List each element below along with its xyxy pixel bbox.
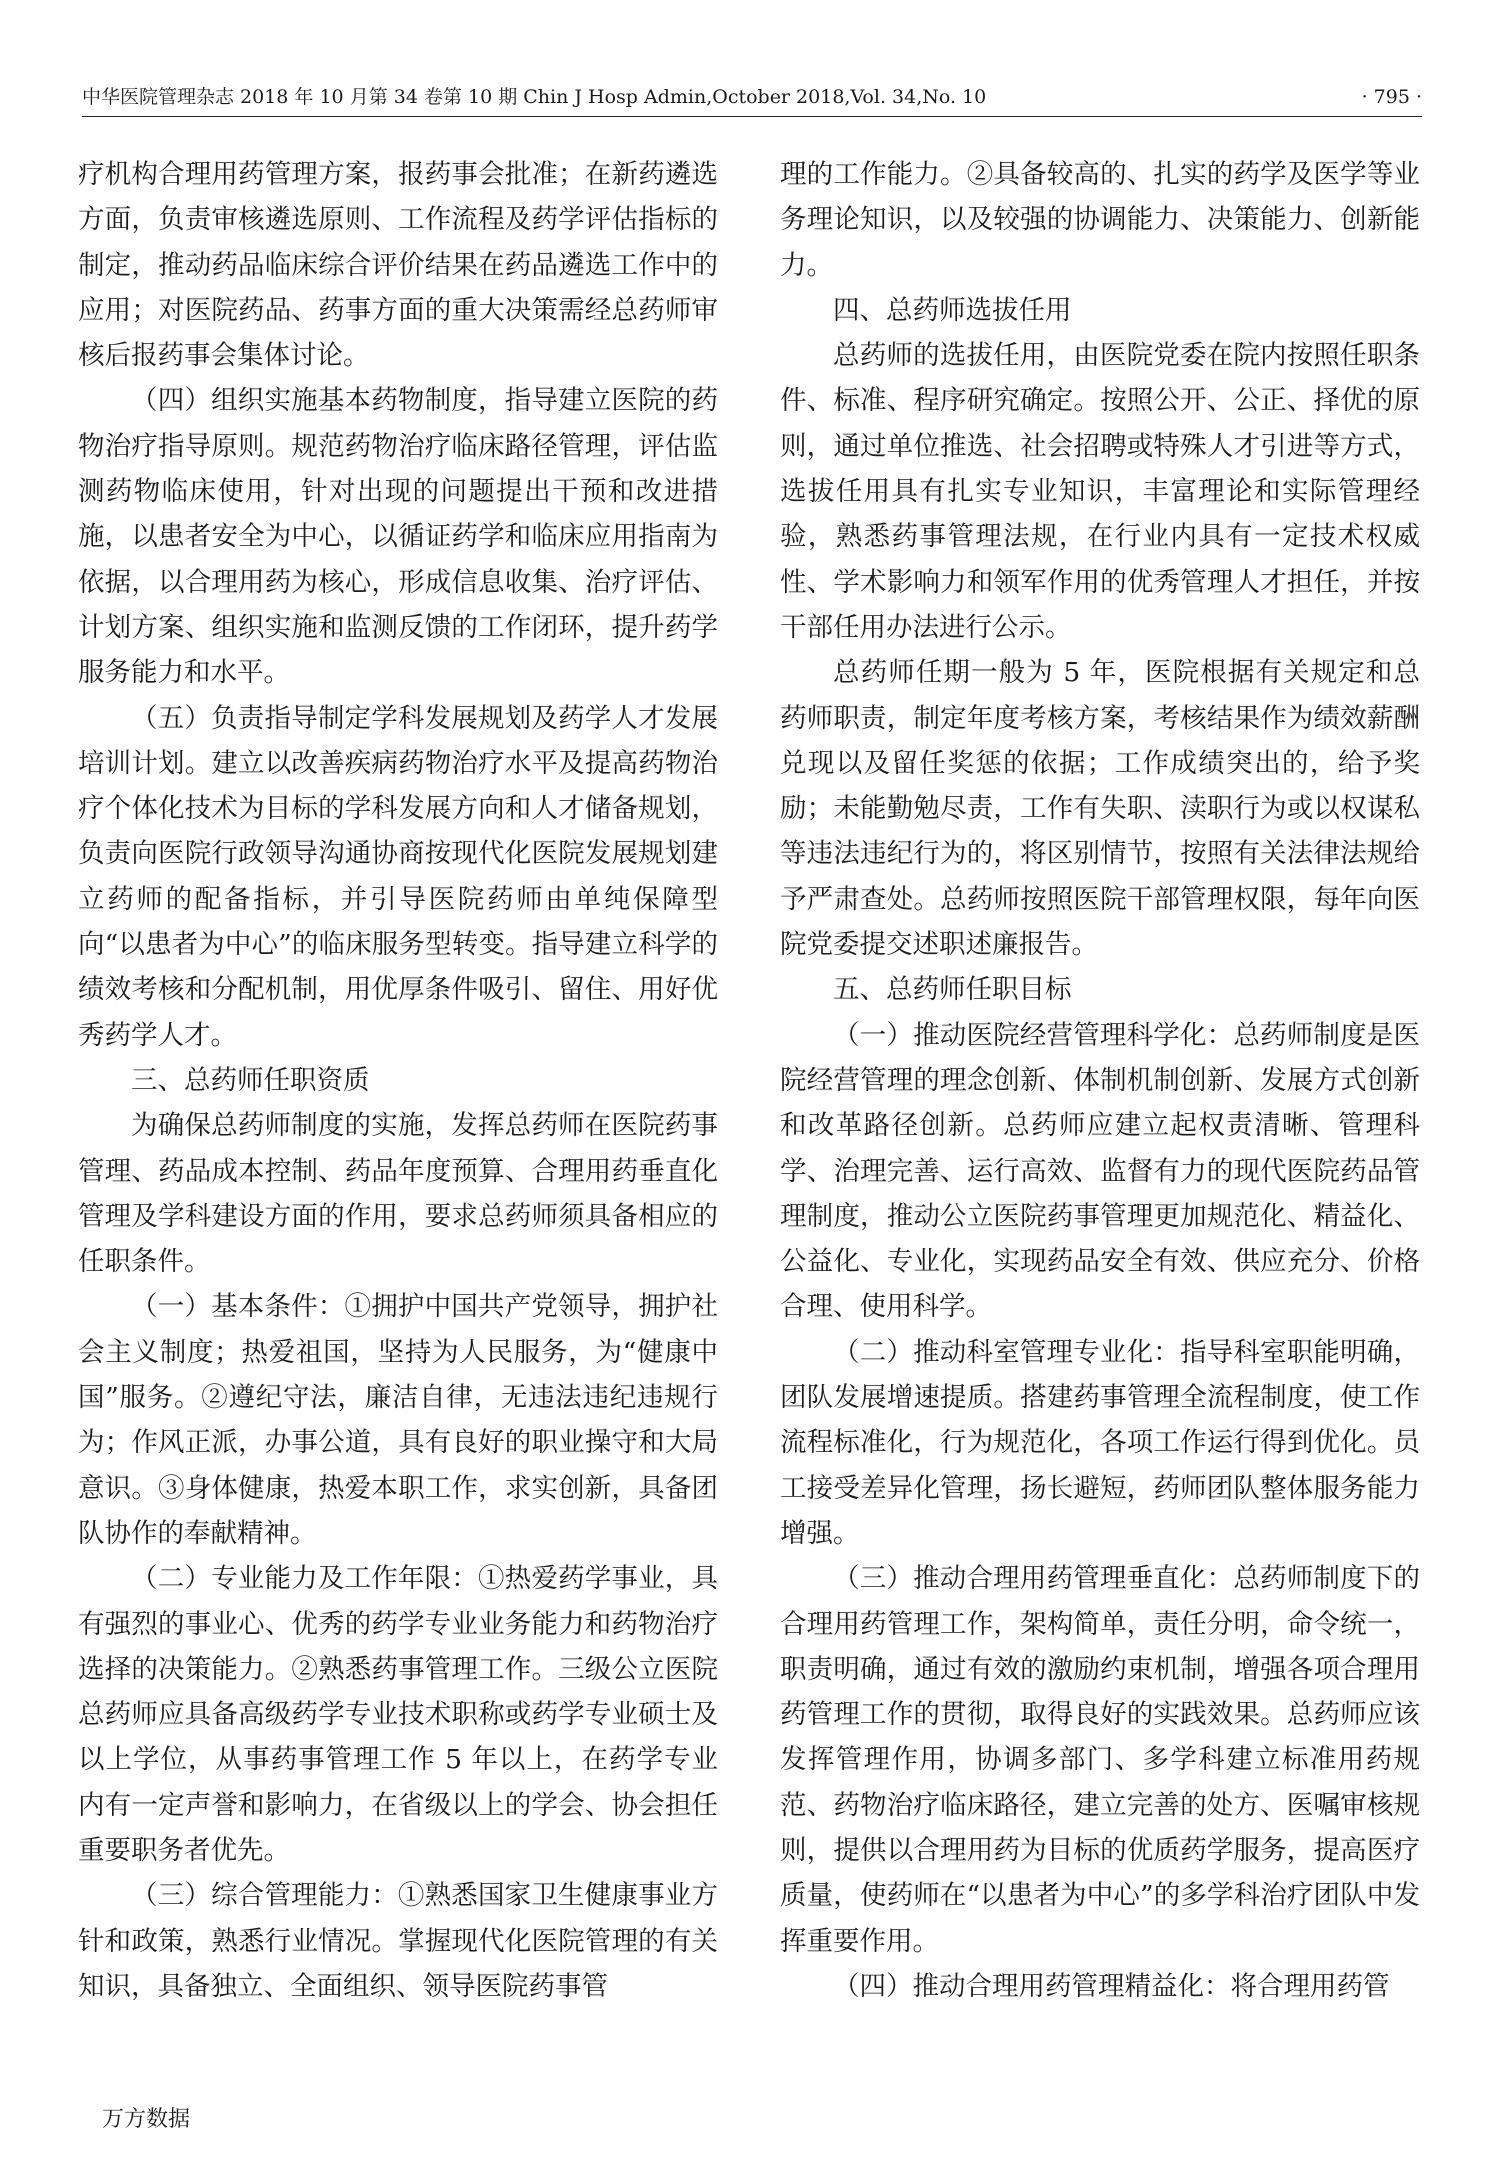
paragraph: （四）推动合理用药管理精益化：将合理用药管 (833, 1970, 1390, 2002)
paragraph: （三）推动合理用药管理垂直化：总药师制度下的合理用药管理工作，架构简单，责任分明，命令统一，职责明确，通过有效的激励约束机制，增强各项合理用药管理工作的贯彻，取得良好的实践效果。总药师应该发挥管理作用，协调多部门、多学科建立标准用药规范、药物治疗临床路径，建立完善的处方、医嘱审核规则，提供以合理用药为目标的优质药学服务，提高医疗质量，使药师在“以患者为中心”的多学科治疗团队中发挥重要作用。 (780, 1563, 1420, 1957)
footer-watermark: 万方数据 (102, 2107, 191, 2132)
paragraph: （一）基本条件：①拥护中国共产党领导，拥护社会主义制度；热爱祖国，坚持为人民服务，为“健康中国”服务。②遵纪守法，廉洁自律，无违法违纪违规行为；作风正派，办事公道，具有良好的职业操守和大局意识。③身体健康，热爱本职工作，求实创新，具备团队协作的奉献精神。 (78, 1291, 718, 1549)
paragraph: （五）负责指导制定学科发展规划及药学人才发展培训计划。建立以改善疾病药物治疗水平及提高药物治疗个体化技术为目标的学科发展方向和人才储备规划，负责向医院行政领导沟通协商按现代化医院发展规划建立药师的配备指标，并引导医院药师由单纯保障型向“以患者为中心”的临床服务型转变。指导建立科学的绩效考核和分配机制，用优厚条件吸引、留住、用好优秀药学人才。 (78, 702, 718, 1051)
page-number: · 795 · (1361, 86, 1422, 108)
paragraph: 为确保总药师制度的实施，发挥总药师在医院药事管理、药品成本控制、药品年度预算、合理用药垂直化管理及学科建设方面的作用，要求总药师须具备相应的任职条件。 (78, 1110, 718, 1278)
section-heading: 四、总药师选拔任用 (833, 294, 1072, 326)
running-header (82, 82, 1422, 118)
paragraph: （二）专业能力及工作年限：①热爱药学事业，具有强烈的事业心、优秀的药学专业业务能力和药物治疗选择的决策能力。②熟悉药事管理工作。三级公立医院总药师应具备高级药学专业技术职称或药学专业硕士及以上学位，从事药事管理工作 5 年以上，在药学专业内有一定声誉和影响力，在省级以上的学会、协会担任重要职务者优先。 (78, 1563, 718, 1866)
paragraph: （一）推动医院经营管理科学化：总药师制度是医院经营管理的理念创新、体制机制创新、发展方式创新和改革路径创新。总药师应建立起权责清晰、管理科学、治理完善、运行高效、监督有力的现代医院药品管理制度，推动公立医院药事管理更加规范化、精益化、公益化、专业化，实现药品安全有效、供应充分、价格合理、使用科学。 (780, 1019, 1420, 1323)
paragraph: （三）综合管理能力：①熟悉国家卫生健康事业方针和政策，熟悉行业情况。掌握现代化医院管理的有关知识，具备独立、全面组织、领导医院药事管 (78, 1880, 718, 2002)
paragraph: 疗机构合理用药管理方案，报药事会批准；在新药遴选方面，负责审核遴选原则、工作流程及药学评估指标的制定，推动药品临床综合评价结果在药品遴选工作中的应用；对医院药品、药事方面的重大决策需经总药师审核后报药事会集体讨论。 (78, 159, 718, 372)
left-column (78, 152, 718, 2009)
header-rule (82, 116, 1422, 117)
section-heading: 五、总药师任职目标 (833, 974, 1072, 1006)
right-column (780, 152, 1420, 2009)
journal-citation: 中华医院管理杂志 2018 年 10 月第 34 卷第 10 期 Chin J Hosp Admin,October 2018,Vol. 34,No. 10 (82, 86, 987, 108)
paragraph: 总药师的选拔任用，由医院党委在院内按照任职条件、标准、程序研究确定。按照公开、公正、择优的原则，通过单位推选、社会招聘或特殊人才引进等方式，选拔任用具有扎实专业知识，丰富理论和实际管理经验，熟悉药事管理法规，在行业内具有一定技术权威性、学术影响力和领军作用的优秀管理人才担任，并按干部任用办法进行公示。 (780, 340, 1420, 643)
paragraph: 理的工作能力。②具备较高的、扎实的药学及医学等业务理论知识，以及较强的协调能力、决策能力、创新能力。 (780, 159, 1420, 281)
section-heading: 三、总药师任职资质 (131, 1064, 370, 1096)
paragraph: （四）组织实施基本药物制度，指导建立医院的药物治疗指导原则。规范药物治疗临床路径管理，评估监测药物临床使用，针对出现的问题提出干预和改进措施，以患者安全为中心，以循证药学和临床应用指南为依据，以合理用药为核心，形成信息收集、治疗评估、计划方案、组织实施和监测反馈的工作闭环，提升药学服务能力和水平。 (78, 385, 718, 689)
paragraph: （二）推动科室管理专业化：指导科室职能明确，团队发展增速提质。搭建药事管理全流程制度，使工作流程标准化，行为规范化，各项工作运行得到优化。员工接受差异化管理，扬长避短，药师团队整体服务能力增强。 (780, 1336, 1420, 1549)
paragraph: 总药师任期一般为 5 年，医院根据有关规定和总药师职责，制定年度考核方案，考核结果作为绩效薪酬兑现以及留任奖惩的依据；工作成绩突出的，给予奖励；未能勤勉尽责，工作有失职、渎职行为或以权谋私等违法违纪行为的，将区别情节，按照有关法律法规给予严肃查处。总药师按照医院干部管理权限，每年向医院党委提交述职述廉报告。 (780, 657, 1420, 961)
